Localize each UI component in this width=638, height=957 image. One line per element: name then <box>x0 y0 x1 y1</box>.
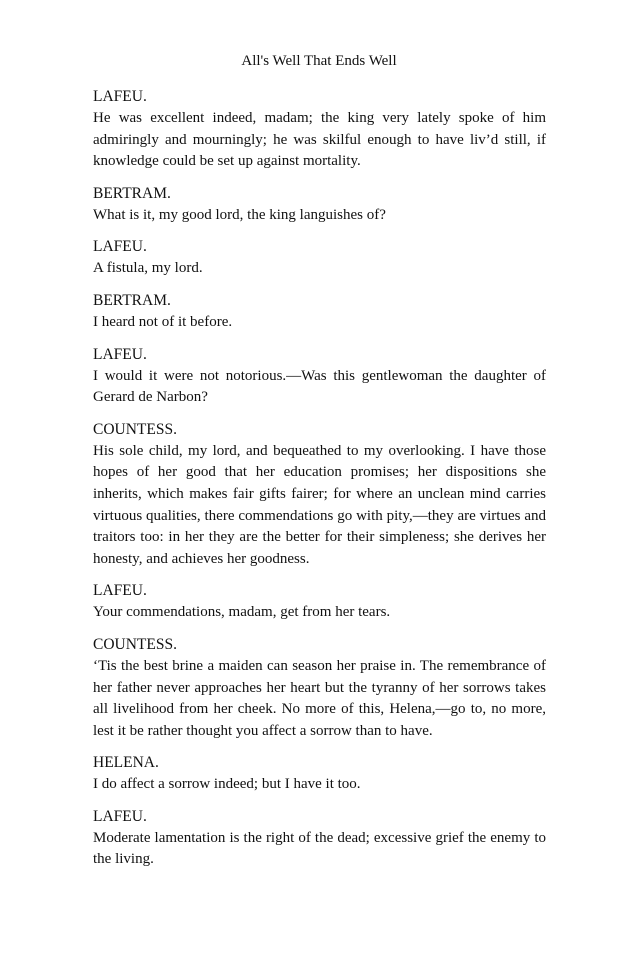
speech-text: His sole child, my lord, and bequeathed to my overlooking. I have those hopes of her good that her education promises; her dispositions she inherits, which makes fair gifts fairer; for where an unclean mind carries virtuous qualities, there commendations go with pity,—they are virtues and traitors too: in her they are the better for their simpleness; she derives her honesty, and achieves her goodness. <box>93 442 546 567</box>
dialogue-block <box>93 419 546 571</box>
page-title: All's Well That Ends Well <box>241 53 397 69</box>
speech-text: He was excellent indeed, madam; the king very lately spoke of him admiringly and mourningly; he was skilful enough to have liv’d still, if knowledge could be set up against mortality. <box>93 110 546 170</box>
speaker-name: BERTRAM. <box>93 184 171 202</box>
dialogue-block <box>93 86 546 173</box>
speech-text: I would it were not notorious.—Was this gentlewoman the daughter of Gerard de Narbon? <box>93 367 546 406</box>
speaker-name: LAFEU. <box>93 807 147 825</box>
dialogue-block <box>93 344 546 409</box>
speaker-name: HELENA. <box>93 754 159 772</box>
speech-text: What is it, my good lord, the king languishes of? <box>93 206 386 223</box>
dialogue-body <box>93 86 546 881</box>
dialogue-block <box>93 290 546 334</box>
speech-text: Your commendations, madam, get from her tears. <box>93 604 391 621</box>
dialogue-block <box>93 236 546 280</box>
speaker-name: BERTRAM. <box>93 291 171 309</box>
dialogue-block <box>93 183 546 227</box>
speech-text: Moderate lamentation is the right of the dead; excessive grief the enemy to the living. <box>93 829 546 868</box>
speaker-name: COUNTESS. <box>93 420 177 438</box>
dialogue-block <box>93 806 546 871</box>
dialogue-block <box>93 580 546 624</box>
speaker-name: LAFEU. <box>93 238 147 256</box>
speech-text: I do affect a sorrow indeed; but I have it too. <box>93 776 361 793</box>
dialogue-block <box>93 752 546 796</box>
speaker-name: LAFEU. <box>93 582 147 600</box>
dialogue-block <box>93 634 546 742</box>
speaker-name: LAFEU. <box>93 88 147 105</box>
speech-text: A fistula, my lord. <box>93 260 203 277</box>
speaker-name: LAFEU. <box>93 345 147 363</box>
speech-text: I heard not of it before. <box>93 313 233 330</box>
speaker-name: COUNTESS. <box>93 635 177 653</box>
speech-text: ‘Tis the best brine a maiden can season her praise in. The remembrance of her father never approaches her heart but the tyranny of her sorrows takes all livelihood from her cheek. No more of this, Helena,—go to, no more, lest it be rather thought you affect a sorrow than to have. <box>93 657 546 739</box>
